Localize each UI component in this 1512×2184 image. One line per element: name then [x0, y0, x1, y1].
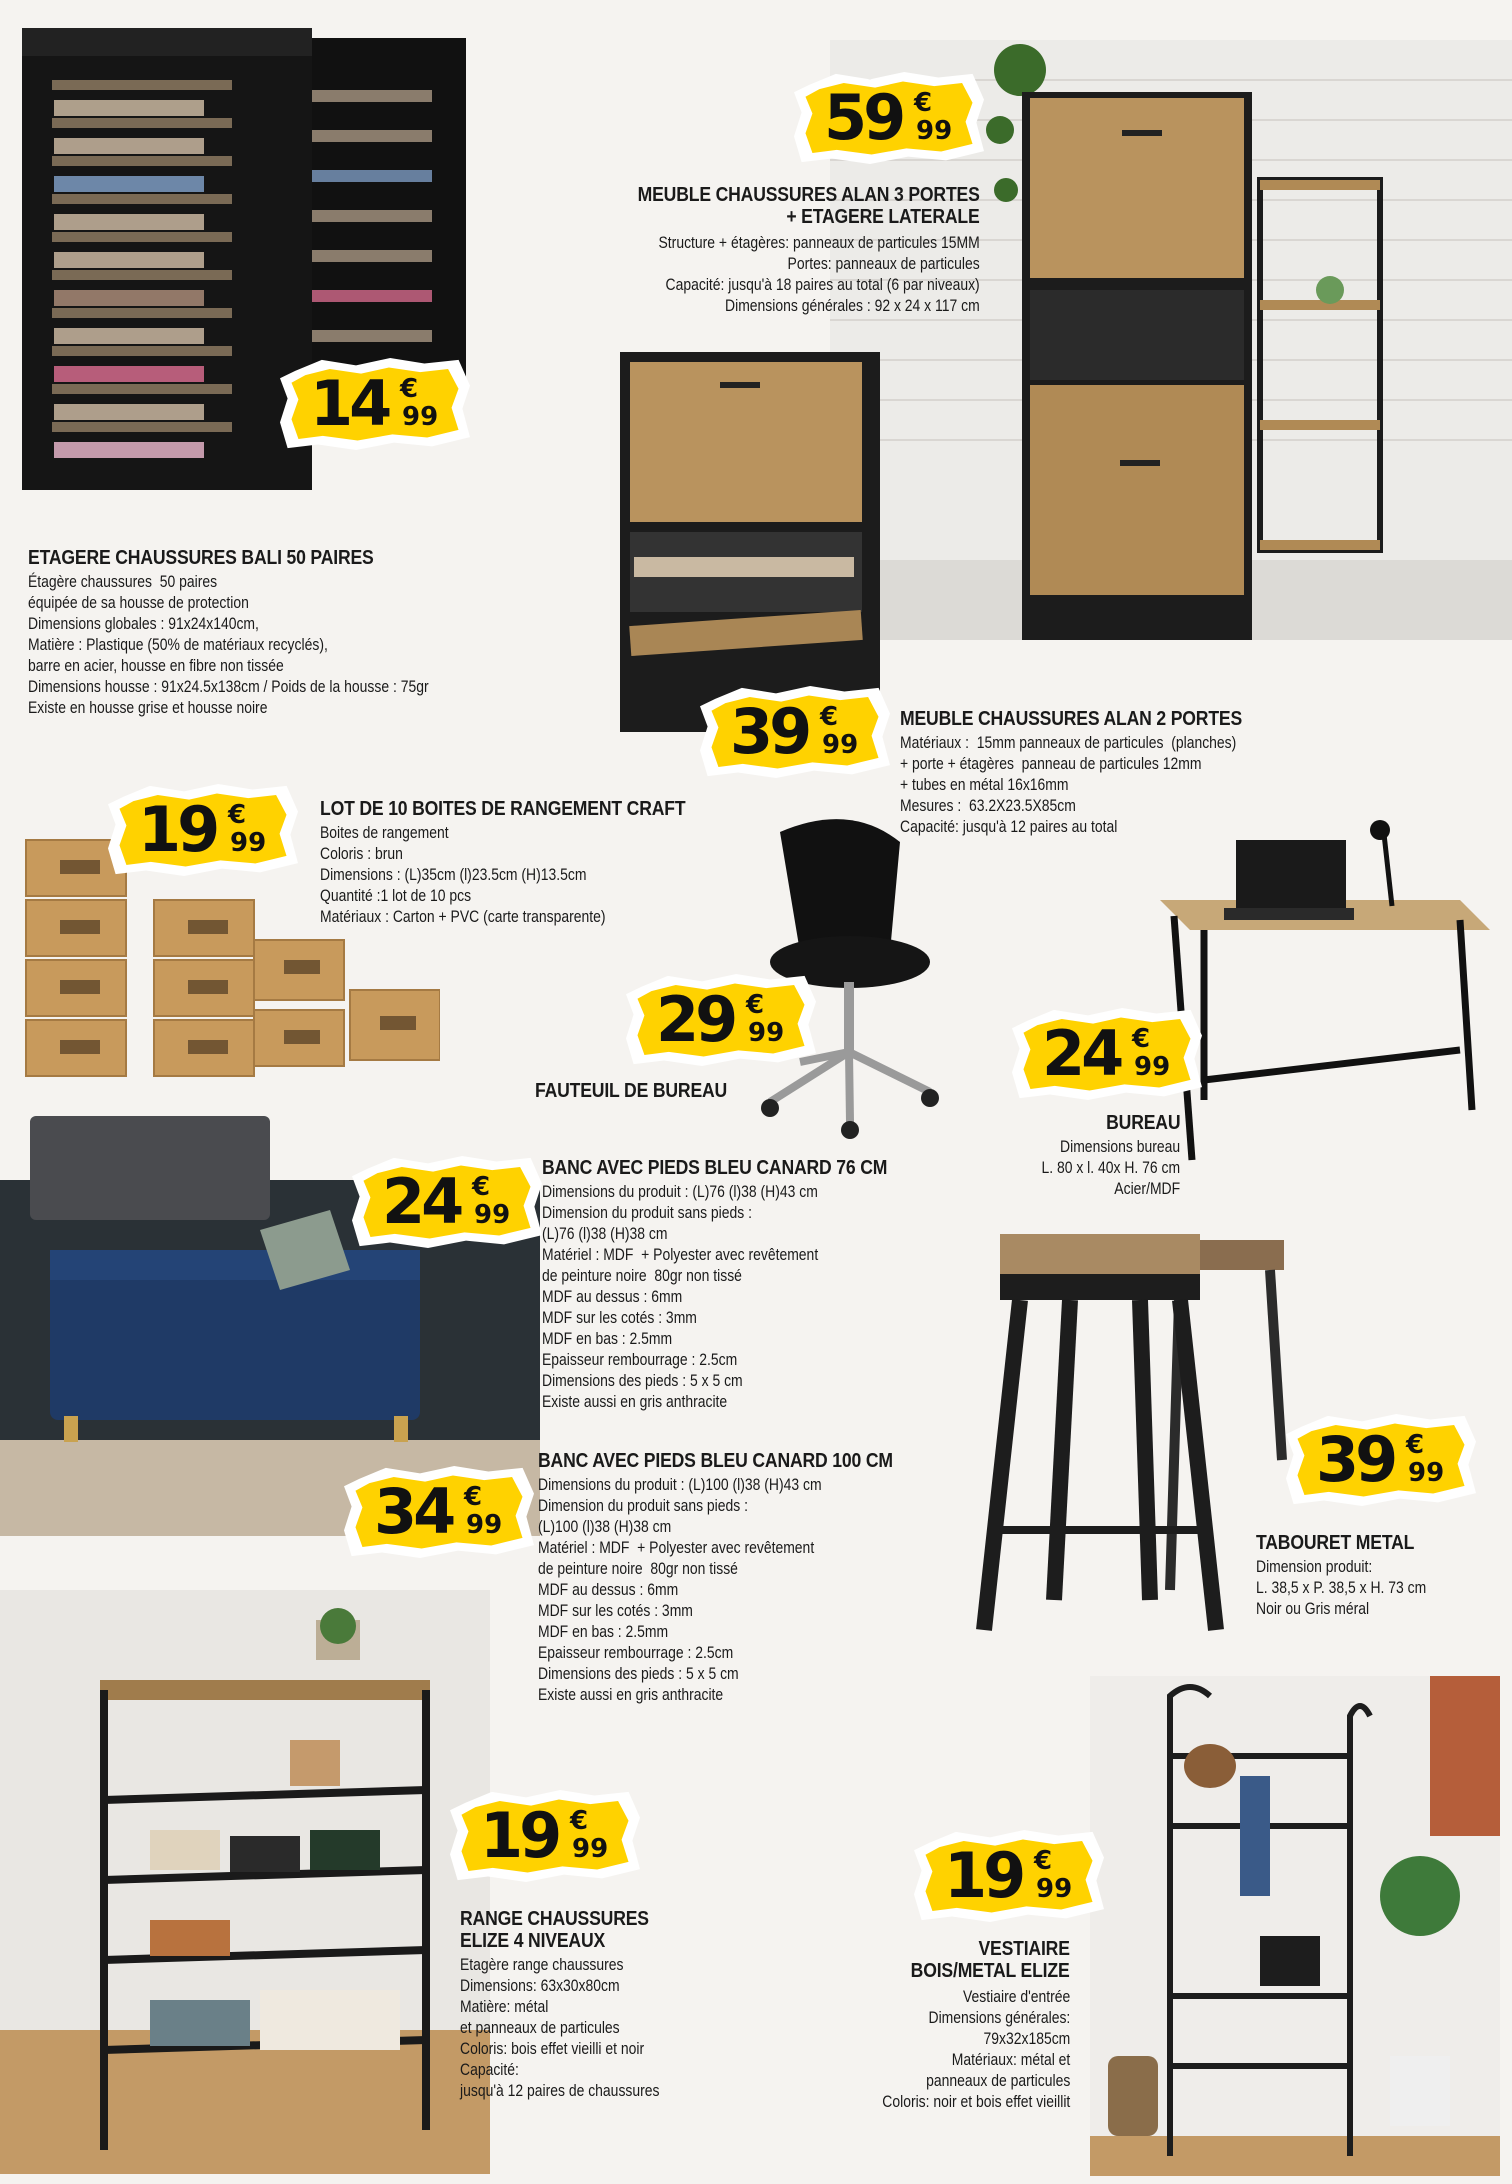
- product-tabouret: [1256, 1532, 1464, 1619]
- product-title: BANC AVEC PIEDS BLEU CANARD 100 CM: [538, 1450, 893, 1472]
- price-badge-vestiaire: [914, 1830, 1104, 1922]
- price-cents: 99: [402, 402, 439, 432]
- product-title-line1: RANGE CHAUSSURES: [460, 1908, 649, 1930]
- currency-symbol: €: [746, 990, 765, 1020]
- product-title: BUREAU: [1105, 1112, 1180, 1134]
- price-cents: 99: [572, 1834, 609, 1864]
- currency-symbol: €: [914, 88, 933, 118]
- price-badge-banc100: [344, 1466, 534, 1558]
- price-integer: 19: [944, 1839, 1023, 1912]
- price-cents: 99: [1408, 1458, 1445, 1488]
- product-fauteuil: [535, 1080, 753, 1102]
- price-integer: 24: [1042, 1017, 1121, 1090]
- product-details: Etagère range chaussures Dimensions: 63x30x80cm Matière: métal et panneaux de particules Coloris: bois effet vieilli et noir Capacité: jusqu'à 12 paires de chaussures: [460, 1955, 660, 2100]
- product-details: Vestiaire d'entrée Dimensions générales: 79x32x185cm Matériaux: métal et panneaux de particules Coloris: noir et bois effet vieillit: [881, 1987, 1070, 2111]
- product-details: Boites de rangement Coloris : brun Dimensions : (L)35cm (l)23.5cm (H)13.5cm Quantité :1 lot de 10 pcs Matériaux : Carton + PVC (carte transparente): [320, 823, 606, 926]
- price-badge-craft: [108, 784, 298, 876]
- product-title: ETAGERE CHAUSSURES BALI 50 PAIRES: [28, 547, 374, 569]
- price-integer: 19: [480, 1799, 559, 1872]
- price-cents: 99: [1036, 1874, 1073, 1904]
- price-integer: 59: [824, 81, 903, 154]
- product-elize4: [460, 1908, 703, 2101]
- product-title: LOT DE 10 BOITES DE RANGEMENT CRAFT: [320, 798, 686, 820]
- price-integer: 39: [1316, 1423, 1395, 1496]
- price-integer: 19: [138, 793, 217, 866]
- price-cents: 99: [916, 116, 953, 146]
- product-title-line1: MEUBLE CHAUSSURES ALAN 3 PORTES: [637, 184, 980, 206]
- product-title-line1: VESTIAIRE: [978, 1938, 1070, 1960]
- price-cents: 99: [1134, 1052, 1171, 1082]
- product-title-line2: + ETAGERE LATERALE: [786, 206, 980, 228]
- product-details: Dimensions bureau L. 80 x l. 40x H. 76 cm Acier/MDF: [1041, 1137, 1180, 1198]
- price-badge-fauteuil: [626, 974, 816, 1066]
- product-title: BANC AVEC PIEDS BLEU CANARD 76 CM: [542, 1157, 888, 1179]
- product-title-line2: BOIS/METAL ELIZE: [911, 1960, 1070, 1982]
- currency-symbol: €: [820, 702, 839, 732]
- price-badge-banc76: [352, 1156, 542, 1248]
- currency-symbol: €: [464, 1482, 483, 1512]
- product-title: TABOURET METAL: [1256, 1532, 1415, 1554]
- currency-symbol: €: [1406, 1430, 1425, 1460]
- currency-symbol: €: [1034, 1846, 1053, 1876]
- product-title: MEUBLE CHAUSSURES ALAN 2 PORTES: [900, 708, 1243, 730]
- product-title-line2: ELIZE 4 NIVEAUX: [460, 1930, 606, 1952]
- currency-symbol: €: [570, 1806, 589, 1836]
- price-cents: 99: [466, 1510, 503, 1540]
- product-craft: [320, 798, 735, 927]
- product-details: Dimensions du produit : (L)100 (l)38 (H)43 cm Dimension du produit sans pieds : (L)100 (l)38 (H)38 cm Matériel : MDF + Polyester avec revêtement de peinture noire 80gr non tissé MDF au dessus : 6mm MDF sur les cotés : 3mm MDF en bas : 2.5mm Epaisseur rembourrage : 2.5cm Dimensions des pieds : 5 x 5 cm Existe aussi en gris anthracite: [538, 1475, 822, 1704]
- price-cents: 99: [822, 730, 859, 760]
- currency-symbol: €: [472, 1172, 491, 1202]
- product-details: Structure + étagères: panneaux de particules 15MM Portes: panneaux de particules Capacité: jusqu'à 18 paires au total (6 par niveaux) Dimensions générales : 92 x 24 x 117 cm: [658, 233, 980, 315]
- price-badge-elize4: [450, 1790, 640, 1882]
- product-details: Dimensions du produit : (L)76 (l)38 (H)43 cm Dimension du produit sans pieds : (L)76 (l)38 (H)38 cm Matériel : MDF + Polyester avec revêtement de peinture noire 80gr non tissé MDF au dessus : 6mm MDF sur les cotés : 3mm MDF en bas : 2.5mm Epaisseur rembourrage : 2.5cm Dimensions des pieds : 5 x 5 cm Existe aussi en gris anthracite: [542, 1182, 819, 1411]
- price-cents: 99: [230, 828, 267, 858]
- price-integer: 24: [382, 1165, 461, 1238]
- price-badge-alan3: [794, 72, 984, 164]
- price-integer: 14: [310, 367, 389, 440]
- price-integer: 39: [730, 695, 809, 768]
- price-cents: 99: [474, 1200, 511, 1230]
- product-details: Dimension produit: L. 38,5 x P. 38,5 x H. 73 cm Noir ou Gris méral: [1256, 1557, 1427, 1618]
- price-badge-bureau: [1012, 1008, 1202, 1100]
- elize-shoe-rack-photo: [0, 1590, 490, 2174]
- vestiaire-photo: [1090, 1676, 1500, 2176]
- price-badge-tabouret: [1286, 1414, 1476, 1506]
- alan-2-doors-photo: [620, 352, 920, 732]
- product-bali: [28, 547, 517, 718]
- currency-symbol: €: [1132, 1024, 1151, 1054]
- product-title: FAUTEUIL DE BUREAU: [535, 1080, 728, 1102]
- product-banc100: [538, 1450, 941, 1705]
- price-integer: 29: [656, 983, 735, 1056]
- product-details: Matériaux : 15mm panneaux de particules (planches) + porte + étagères panneau de particules 12mm + tubes en métal 16x16mm Mesures : 63.2X23.5X85cm Capacité: jusqu'à 12 paires au total: [900, 733, 1237, 836]
- price-cents: 99: [748, 1018, 785, 1048]
- price-integer: 34: [374, 1475, 453, 1548]
- desk-photo: [1160, 820, 1490, 1170]
- price-badge-alan2: [700, 686, 890, 778]
- currency-symbol: €: [400, 374, 419, 404]
- price-badge-bali: [280, 358, 470, 450]
- product-banc76: [542, 1157, 934, 1412]
- product-details: Étagère chaussures 50 paires équipée de sa housse de protection Dimensions globales : 91x24x140cm, Matière : Plastique (50% de matériaux recyclés), barre en acier, housse en fibre non tissée Dimensions housse : 91x24.5x138cm / Poids de la housse : 75gr Existe en housse grise et housse noire: [28, 572, 429, 717]
- product-alan2: [900, 708, 1310, 837]
- currency-symbol: €: [228, 800, 247, 830]
